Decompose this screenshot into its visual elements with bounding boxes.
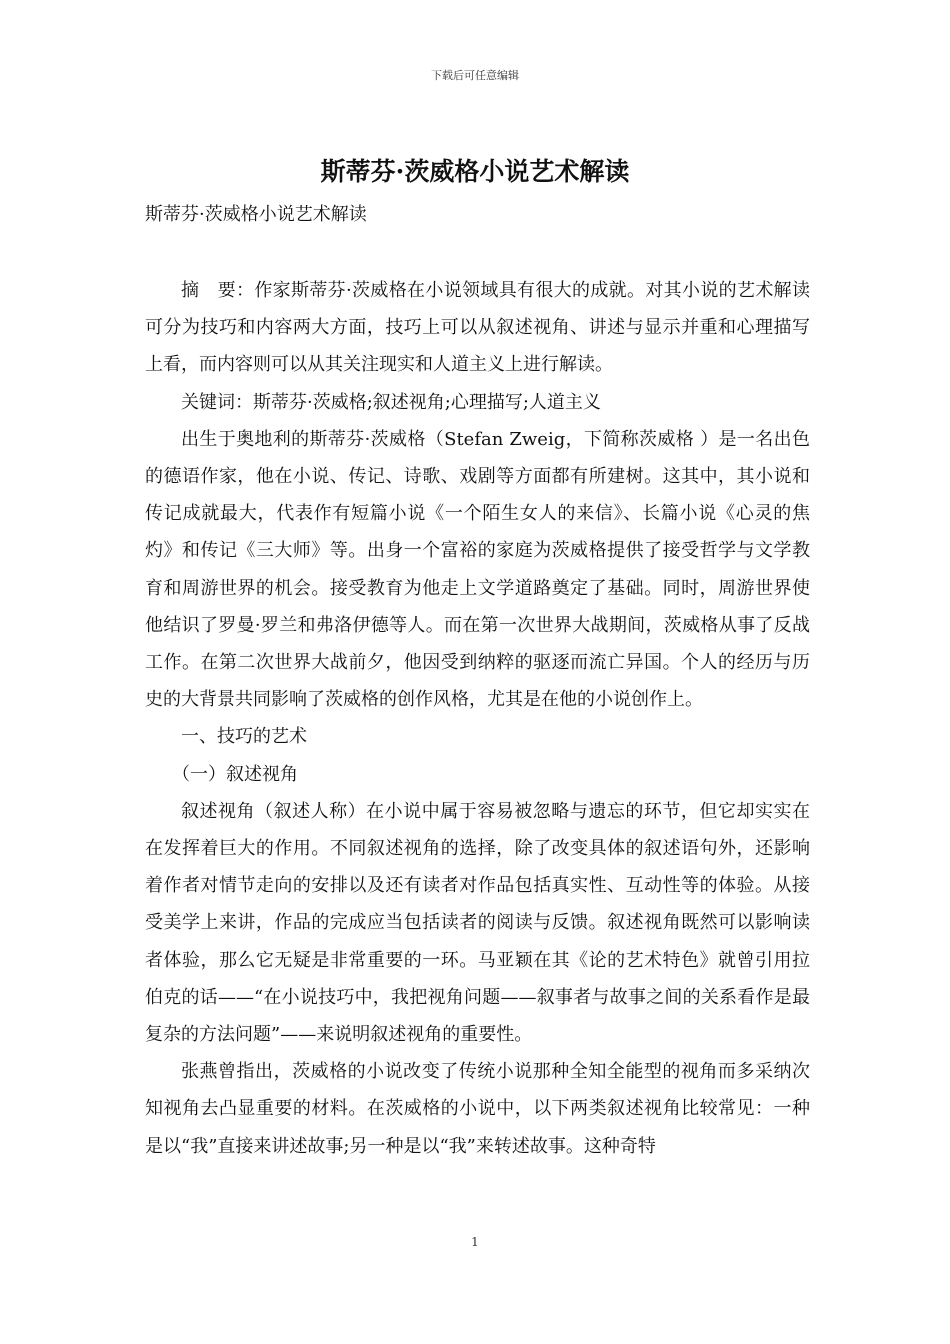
header-note: 下载后可任意编辑 bbox=[431, 69, 519, 82]
body-paragraph: 叙述视角（叙述人称）在小说中属于容易被忽略与遗忘的环节，但它却实实在在发挥着巨大的作用。不同叙述视角的选择，除了改变具体的叙述语句外，还影响着作者对情节走向的安排以及还有读者对作品包括真实性、互动性等的体验。从接受美学上来讲，作品的完成应当包括读者的阅读与反馈。叙述视角既然可以影响读者体验，那么它无疑是非常重要的一环。马亚颖在其《论的艺术特色》就曾引用拉伯克的话——“在小说技巧中，我把视角问题——叙事者与故事之间的关系看作是最复杂的方法问题”——来说明叙述视角的重要性。 bbox=[145, 800, 810, 1046]
body-paragraph: 张燕曾指出，茨威格的小说改变了传统小说那种全知全能型的视角而多采纳次知视角去凸显重要的材料。在茨威格的小说中，以下两类叙述视角比较常见：一种是以“我”直接来讲述故事;另一种是以“我”来转述故事。这种奇特 bbox=[145, 1061, 810, 1157]
page-number: 1 bbox=[471, 1235, 479, 1249]
document-title: 斯蒂芬·茨威格小说艺术解读 bbox=[320, 157, 630, 186]
keywords-paragraph: 关键词：斯蒂芬·茨威格;叙述视角;心理描写;人道主义 bbox=[181, 391, 601, 413]
section-heading: 一、技巧的艺术 bbox=[181, 726, 307, 748]
document-subtitle: 斯蒂芬·茨威格小说艺术解读 bbox=[145, 204, 367, 225]
subsection-heading: （一）叙述视角 bbox=[172, 763, 298, 785]
document-body bbox=[145, 272, 810, 1165]
intro-paragraph: 出生于奥地利的斯蒂芬·茨威格（Stefan Zweig，下简称茨威格 ）是一名出色的德语作家，他在小说、传记、诗歌、戏剧等方面都有所建树。这其中，其小说和传记成就最大，代表作有短篇小说《一个陌生女人的来信》、长篇小说《心灵的焦灼》和传记《三大师》等。出身一个富裕的家庭为茨威格提供了接受哲学与文学教育和周游世界的机会。接受教育为他走上文学道路奠定了基础。同时，周游世界使他结识了罗曼·罗兰和弗洛伊德等人。而在第一次世界大战期间，茨威格从事了反战工作。在第二次世界大战前夕，他因受到纳粹的驱逐而流亡异国。个人的经历与历史的大背景共同影响了茨威格的创作风格，尤其是在他的小说创作上。 bbox=[145, 428, 810, 711]
abstract-paragraph: 摘 要：作家斯蒂芬·茨威格在小说领域具有很大的成就。对其小说的艺术解读可分为技巧和内容两大方面，技巧上可以从叙述视角、讲述与显示并重和心理描写上看，而内容则可以从其关注现实和人道主义上进行解读。 bbox=[145, 280, 810, 376]
